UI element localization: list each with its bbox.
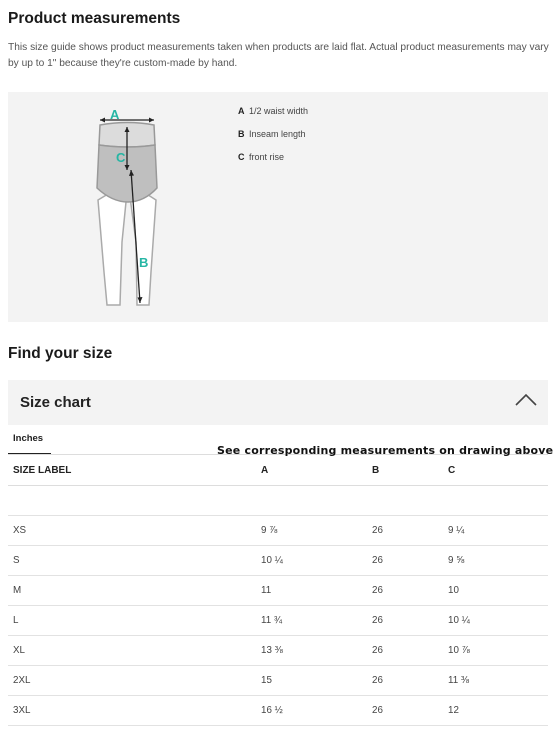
table-row: XL 13 ⅜ 26 10 ⅞ [8,636,548,666]
size-table [8,455,548,726]
header-c: C [443,455,548,486]
size-chart-accordion[interactable] [8,380,548,425]
table-row: XS 9 ⅞ 26 9 ¼ [8,516,548,546]
table-row-empty [8,486,548,516]
header-a: A [256,455,367,486]
page-title: Product measurements [8,10,181,27]
label-c: C [116,150,126,165]
legend-item-a: A 1/2 waist width [238,106,309,116]
table-row: L 11 ¾ 26 10 ¼ [8,606,548,636]
table-header-row [8,455,548,486]
legend-item-c: C front rise [238,152,285,162]
accordion-title: Size chart [20,394,91,411]
chevron-up-icon[interactable] [514,392,538,408]
table-row: M 11 26 10 [8,576,548,606]
measurement-note: See corresponding measurements on drawing above [217,444,554,457]
legend-item-b: B Inseam length [238,129,306,139]
table-row: S 10 ¼ 26 9 ⅝ [8,546,548,576]
table-row: 2XL 15 26 11 ⅜ [8,666,548,696]
intro-text: This size guide shows product measurements taken when products are laid flat. Actual product measurements may vary by up to 1" because they're custom-made by hand. [8,42,549,69]
find-size-heading: Find your size [8,345,113,362]
table-row: 3XL 16 ½ 26 12 [8,696,548,726]
header-b: B [367,455,443,486]
tab-inches[interactable]: Inches [8,432,51,455]
header-size-label: SIZE LABEL [8,455,256,486]
measurement-legend [238,106,308,175]
label-a: A [110,107,120,122]
label-b: B [139,255,149,270]
